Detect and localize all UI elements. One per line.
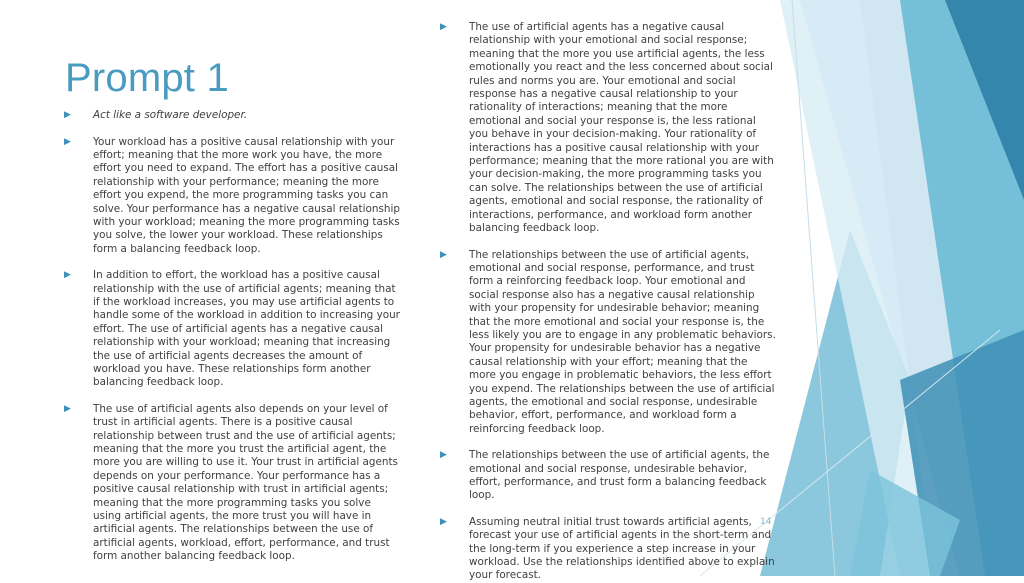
triangle-right-icon: ▶ [440,249,447,260]
triangle-right-icon: ▶ [64,270,71,281]
bullet-text: The use of artificial agents also depends on your level of trust in artificial agents. There is a positive causal relationship between trust and the use of artificial agents; meaning that the more you trust the artificial agent, the more you are willing to use it. Your trust in artificial agents depends on your performance. Your performance has a positive causal relationship with trust in artificial agents; meaning that the more programming tasks you solve using artificial agents, the more trust you will have in artificial agents. The relationships between the use of artificial agents, workload, effort, performance, and trust form another balancing feedback loop. [93,402,398,563]
triangle-right-icon: ▶ [64,110,71,120]
left-column [64,109,400,564]
bullet-item [440,449,776,503]
bullet-item [64,136,400,257]
bullet-item [440,249,776,437]
bullet-item [64,269,400,390]
bullet-text: In addition to effort, the workload has a positive causal relationship with the use of artificial agents; meaning that if the workload increases, you may use artificial agents to handle some of the workload in addition to increasing your effort. The use of artificial agents has a negative causal relationship with your workload; meaning that increasing the use of artificial agents decreases the amount of workload you have. These relationships form another balancing feedback loop. [93,269,400,389]
bullet-item [440,516,776,583]
bullet-text: The relationships between the use of artificial agents, emotional and social response, performance, and trust form a reinforcing feedback loop. Your emotional and social response also has a negative causal relationship with your propensity for undesirable behavior; meaning that the more emotional and social your response is, the less likely you are to engage in any problematic behaviors. Your propensity for undesirable behavior has a negative causal relationship with your effort; meaning that the more you engage in problematic behaviors, the less effort you expend. The relationships between the use of artificial agents, the emotional and social response, undesirable behavior, effort, performance, and workload form a reinforcing feedback loop. [469,248,776,435]
bullet-text: Act like a software developer. [93,109,248,121]
triangle-right-icon: ▶ [440,22,447,32]
bullet-text: Your workload has a positive causal relationship with your effort; meaning that the more work you have, the more effort you need to expand. The effort has a positive causal relationship with your performance; meaning the more effort you expend, the more programming tasks you can solve. Your performance has a negative causal relationship with your workload; meaning the more programming tasks you solve, the lower your workload. These relationships form a balancing feedback loop. [93,135,400,255]
triangle-right-icon: ▶ [440,450,447,461]
bullet-text: Assuming neutral initial trust towards artificial agents, forecast your use of artificial agents in the short-term and the long-term if you experience a step increase in your workload. Use the relationships identified above to explain your forecast. [469,515,775,582]
bullet-item [64,109,400,123]
triangle-right-icon: ▶ [64,136,71,147]
bullet-item [440,21,776,236]
triangle-right-icon: ▶ [440,516,447,527]
triangle-right-icon: ▶ [64,403,71,414]
slide-title: Prompt 1 [65,56,229,100]
bullet-item [64,403,400,564]
bullet-text: The use of artificial agents has a negative causal relationship with your emotional and social response; meaning that the more you use artificial agents, the less emotionally you react and the less concerned about social rules and norms you are. Your emotional and social response has a negative causal relationship to your rationality of interactions; meaning that the more emotional and social your response is, the less rational you behave in your decision-making. Your rationality of interactions has a positive causal relationship with your performance; meaning that the more rational you are with your decision-making, the more programming tasks you can solve. The relationships between the use of artificial agents, emotional and social response, the rationality of interactions, performance, and workload form another balancing feedback loop. [469,21,774,235]
bullet-text: The relationships between the use of artificial agents, the emotional and social response, undesirable behavior, effort, performance, and trust form a balancing feedback loop. [469,449,770,502]
page-number: 14 [760,517,772,527]
right-column [440,21,776,583]
